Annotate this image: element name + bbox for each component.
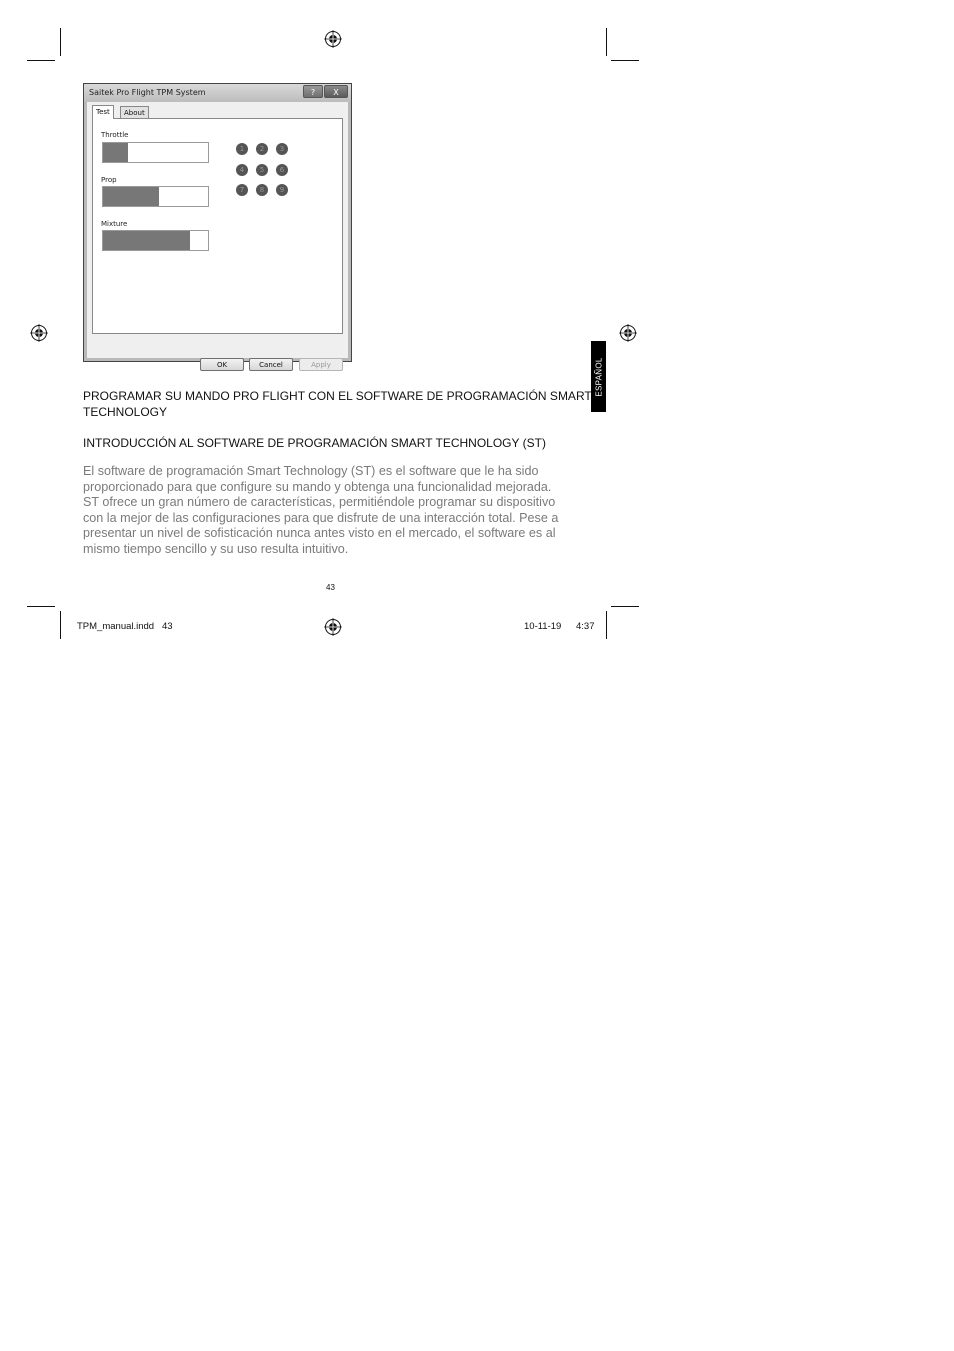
page-number: 43 bbox=[326, 583, 335, 592]
button-indicator-4: 4 bbox=[236, 164, 248, 176]
button-indicator-2: 2 bbox=[256, 143, 268, 155]
section-heading-line: TECHNOLOGY bbox=[83, 405, 168, 419]
crop-mark-bottom-right-vertical bbox=[606, 611, 607, 639]
crop-mark-top-right-horizontal bbox=[611, 60, 639, 61]
throttle-label: Throttle bbox=[101, 131, 129, 139]
button-indicator-9: 9 bbox=[276, 184, 288, 196]
slug-time: 4:37 bbox=[576, 621, 595, 632]
cancel-button[interactable]: Cancel bbox=[249, 358, 293, 371]
slug-file-name: TPM_manual.indd 43 bbox=[77, 621, 173, 632]
prop-bar bbox=[102, 186, 209, 207]
button-indicator-3: 3 bbox=[276, 143, 288, 155]
test-panel bbox=[92, 118, 343, 334]
button-indicator-7: 7 bbox=[236, 184, 248, 196]
ok-button[interactable]: OK bbox=[200, 358, 244, 371]
subsection-heading: INTRODUCCIÓN AL SOFTWARE DE PROGRAMACIÓN SMART TECHNOLOGY (ST) bbox=[83, 436, 546, 450]
apply-button[interactable]: Apply bbox=[299, 358, 343, 371]
body-line: ST ofrece un gran número de características, permitiéndole programar su dispositivo bbox=[83, 495, 556, 509]
dialog-title-bar[interactable] bbox=[84, 84, 351, 102]
mixture-bar-fill bbox=[103, 231, 190, 250]
registration-mark-icon bbox=[30, 324, 48, 342]
close-button[interactable]: X bbox=[324, 85, 348, 98]
crop-mark-top-right-vertical bbox=[606, 28, 607, 56]
body-line: con la mejor de las configuraciones para que disfrute de una interacción total. Pese a bbox=[83, 510, 559, 525]
body-line: proporcionado para que configure su mando y obtenga una funcionalidad mejorada. bbox=[83, 479, 552, 494]
body-paragraph bbox=[83, 464, 578, 557]
button-indicator-8: 8 bbox=[256, 184, 268, 196]
slug-date: 10-11-19 bbox=[524, 621, 562, 632]
registration-mark-icon bbox=[619, 324, 637, 342]
crop-mark-top-left-horizontal bbox=[27, 60, 55, 61]
tab-about[interactable]: About bbox=[120, 106, 149, 119]
dialog-title: Saitek Pro Flight TPM System bbox=[89, 88, 206, 97]
throttle-bar-fill bbox=[103, 143, 128, 162]
prop-bar-fill bbox=[103, 187, 159, 206]
button-indicator-5: 5 bbox=[256, 164, 268, 176]
mixture-label: Mixture bbox=[101, 220, 128, 228]
registration-mark-icon bbox=[324, 618, 342, 636]
language-side-tab bbox=[591, 341, 606, 412]
body-line: mismo tiempo sencillo y su uso resulta intuitivo. bbox=[83, 541, 349, 556]
registration-mark-icon bbox=[324, 30, 342, 48]
crop-mark-top-left-vertical bbox=[60, 28, 61, 56]
mixture-bar bbox=[102, 230, 209, 251]
help-button[interactable]: ? bbox=[303, 85, 323, 98]
section-heading bbox=[83, 388, 592, 420]
throttle-bar bbox=[102, 142, 209, 163]
dialog-client-area bbox=[87, 102, 348, 369]
language-label: ESPAÑOL bbox=[594, 356, 603, 397]
button-indicator-6: 6 bbox=[276, 164, 288, 176]
button-indicator-1: 1 bbox=[236, 143, 248, 155]
body-line: El software de programación Smart Technology (ST) es el software que le ha sido bbox=[83, 464, 539, 478]
prop-label: Prop bbox=[101, 176, 117, 184]
body-line: presentar un nivel de sofisticación nunca antes visto en el mercado, el software es al bbox=[83, 526, 556, 540]
crop-mark-bottom-left-horizontal bbox=[27, 606, 55, 607]
tpm-dialog-window bbox=[83, 83, 352, 369]
tab-test[interactable]: Test bbox=[92, 105, 114, 119]
crop-mark-bottom-left-vertical bbox=[60, 611, 61, 639]
section-heading-line: PROGRAMAR SU MANDO PRO FLIGHT CON EL SOFTWARE DE PROGRAMACIÓN SMART bbox=[83, 389, 592, 403]
crop-mark-bottom-right-horizontal bbox=[611, 606, 639, 607]
